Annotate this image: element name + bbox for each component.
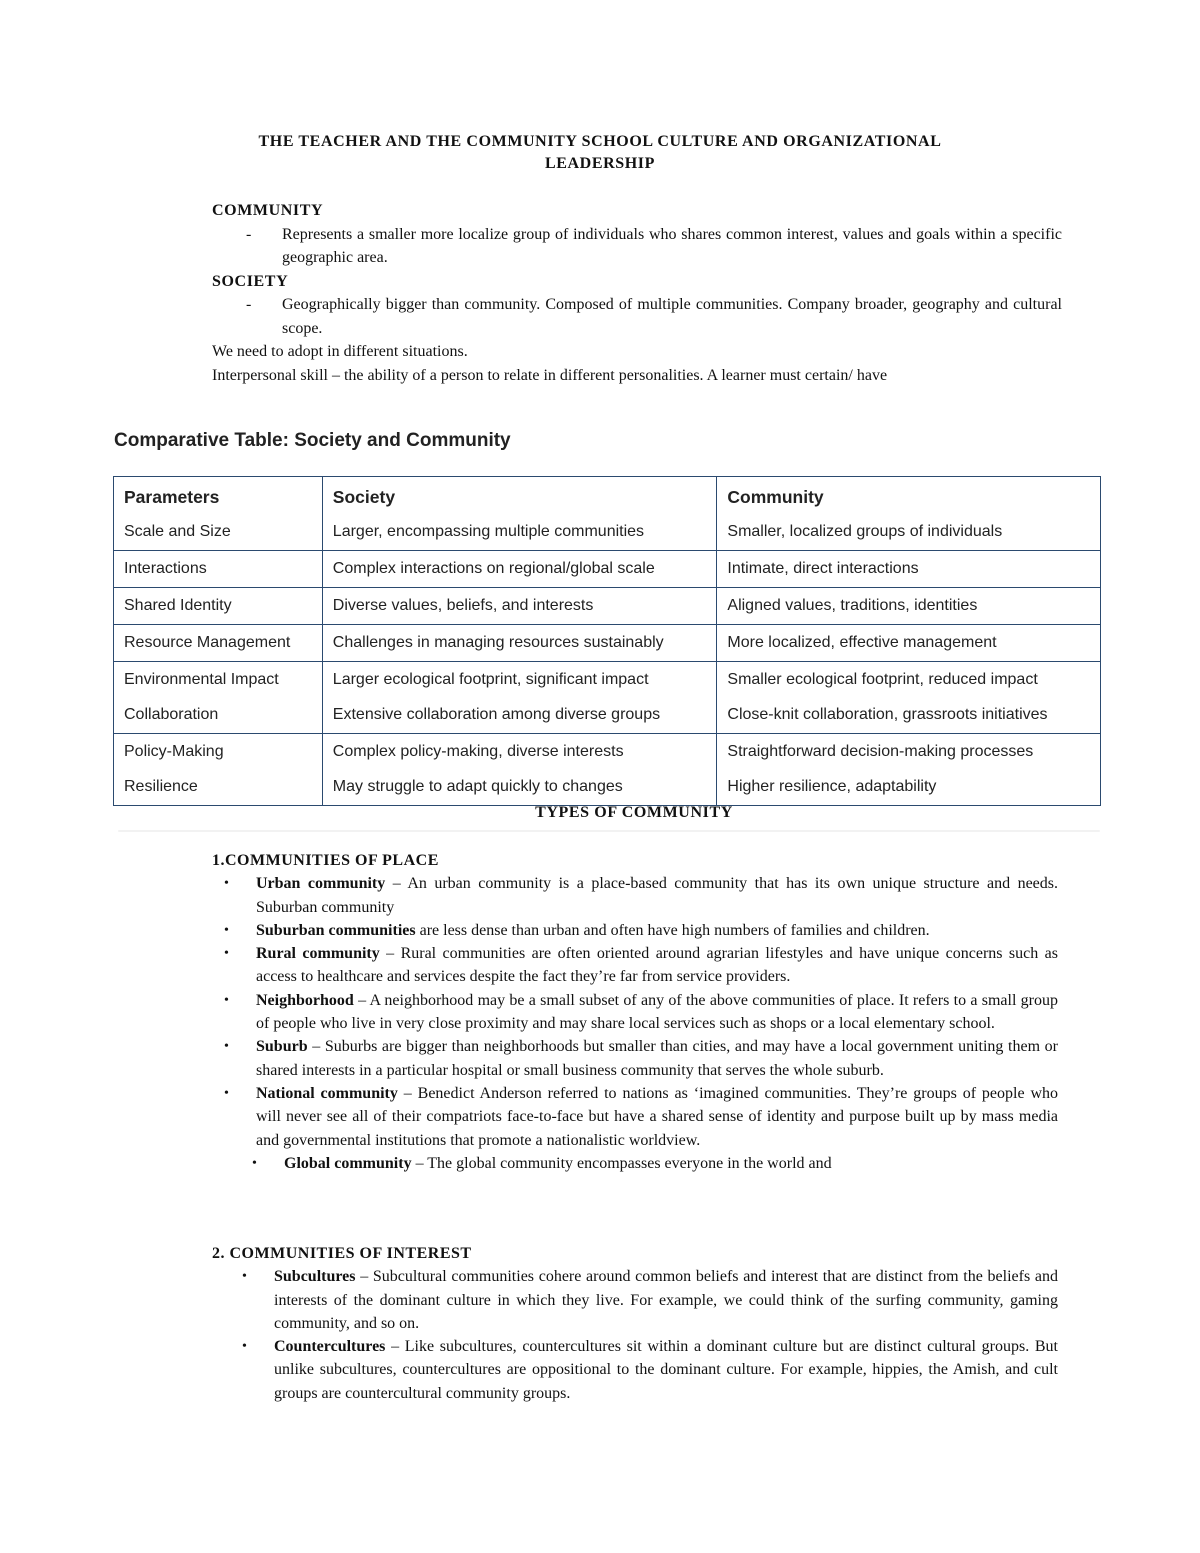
table-cell: Environmental Impact (114, 662, 323, 698)
table-cell: Extensive collaboration among diverse groups (322, 697, 717, 734)
table-row (114, 588, 1101, 625)
interpersonal-line: Interpersonal skill – the ability of a person to relate in different personalities. A learner must certain/ have (212, 366, 888, 384)
table-cell: More localized, effective management (717, 625, 1101, 662)
society-definition (212, 293, 1062, 340)
bullet-marker: • (224, 992, 229, 1008)
definitions-section (212, 199, 1062, 387)
header-cell: Parameters (114, 477, 323, 515)
table-row (114, 697, 1101, 734)
dash-marker: - (246, 296, 252, 313)
table-cell: Diverse values, beliefs, and interests (322, 588, 717, 625)
list-item-term: Suburb (256, 1038, 308, 1056)
list-item (212, 989, 1058, 1036)
list-item-term: Subcultures (274, 1268, 356, 1286)
table-cell: Aligned values, traditions, identities (717, 588, 1101, 625)
table-row (114, 734, 1101, 770)
list-item (212, 919, 1058, 942)
table-cell: Complex interactions on regional/global scale (322, 551, 717, 588)
table-cell: Collaboration (114, 697, 323, 734)
list-item-text: – The global community encompasses everyone in the world and (411, 1154, 832, 1172)
communities-of-place-section (212, 849, 1058, 1175)
dash-marker: - (246, 225, 252, 243)
list-item-text: – Like subcultures, countercultures sit within a dominant culture but are distinct cultural groups. But unlike subcultures, countercultures are oppositional to the dominant culture. For example, hippies, the Amish, and cult groups are countercultural community groups. (274, 1338, 1058, 1402)
header-cell: Community (717, 477, 1101, 515)
table-cell: Challenges in managing resources sustainably (322, 625, 717, 662)
list-item (212, 1152, 1058, 1175)
list-item-term: Global community (284, 1154, 412, 1172)
community-definition-text: Represents a smaller more localize group of individuals who shares common interest, values and goals within a specific geographic area. (282, 225, 1062, 266)
table-cell: Resilience (114, 769, 323, 806)
table-cell: Smaller ecological footprint, reduced impact (717, 662, 1101, 698)
bullet-marker: • (224, 922, 229, 938)
list-item-term: Countercultures (274, 1338, 386, 1356)
divider (118, 830, 1100, 832)
list-item (212, 1035, 1058, 1082)
types-of-community-title: TYPES OF COMMUNITY (535, 804, 733, 821)
table-title: Comparative Table: Society and Community (114, 430, 511, 451)
bullet-list (212, 872, 1058, 1175)
bullet-marker: • (242, 1269, 247, 1285)
section-heading: 2. COMMUNITIES OF INTEREST (212, 1245, 472, 1262)
list-item-text: – Subcultural communities cohere around common beliefs and interest that are distinct from the beliefs and interests of the dominant culture in which they live. For example, we could think of the surfing community, gaming community, and so on. (274, 1268, 1058, 1332)
table-cell: Smaller, localized groups of individuals (717, 514, 1101, 551)
table-row (114, 625, 1101, 662)
list-item (212, 872, 1058, 919)
list-item-text: – A neighborhood may be a small subset of any of the above communities of place. It refers to a small group of people who live in very close proximity and may share local services such as shops or a local elementary school. (256, 991, 1058, 1033)
table-row (114, 551, 1101, 588)
society-definition-text: Geographically bigger than community. Composed of multiple communities. Company broader, geography and cultural scope. (282, 296, 1062, 337)
table-cell: Higher resilience, adaptability (717, 769, 1101, 806)
list-item-text: are less dense than urban and often have high numbers of families and children. (415, 921, 930, 939)
bullet-list (212, 1265, 1058, 1405)
bullet-marker: • (224, 876, 229, 892)
section-heading: 1.COMMUNITIES OF PLACE (212, 852, 439, 869)
list-item-term: Suburban communities (256, 921, 416, 939)
community-term: COMMUNITY (212, 202, 324, 219)
header-cell: Society (322, 477, 717, 515)
list-item (212, 1265, 1058, 1335)
table-row (114, 514, 1101, 551)
table-cell: Close-knit collaboration, grassroots initiatives (717, 697, 1101, 734)
bullet-marker: • (252, 1155, 257, 1171)
table-cell: Straightforward decision-making processes (717, 734, 1101, 770)
communities-of-interest-section (212, 1242, 1058, 1405)
table-row (114, 769, 1101, 806)
society-term: SOCIETY (212, 272, 289, 290)
table-cell: Larger ecological footprint, significant impact (322, 662, 717, 698)
title-line-2: LEADERSHIP (544, 155, 656, 172)
list-item-term: Rural community (256, 945, 380, 963)
list-item (212, 1335, 1058, 1405)
bullet-marker: • (224, 1039, 229, 1055)
document-title (0, 131, 1200, 175)
bullet-marker: • (242, 1339, 247, 1355)
list-item-text: – Rural communities are often oriented around agrarian lifestyles and have unique concerns such as access to healthcare and services despite the fact they’re far from service providers. (256, 945, 1059, 986)
list-item (212, 1082, 1058, 1152)
table-cell: Scale and Size (114, 514, 323, 551)
list-item-text: – Benedict Anderson referred to nations as ‘imagined communities. They’re groups of people who will never see all of their compatriots face-to-face but have a shared sense of identity and purpose built up by mass media and governmental institutions that promote a nationalistic worldview. (256, 1084, 1059, 1149)
table-cell: Resource Management (114, 625, 323, 662)
title-line-1: THE TEACHER AND THE COMMUNITY SCHOOL CULTURE AND ORGANIZATIONAL (258, 133, 942, 150)
adapt-line: We need to adopt in different situations. (212, 343, 468, 360)
list-item-text: – Suburbs are bigger than neighborhoods but smaller than cities, and may have a local government uniting them or shared interests in a particular hospital or small business community that serves the whole suburb. (256, 1038, 1058, 1079)
list-item-text: – An urban community is a place-based community that has its own unique structure and needs. Suburban community (256, 875, 1059, 916)
bullet-marker: • (224, 1085, 229, 1101)
table-cell: Interactions (114, 551, 323, 588)
table-cell: Complex policy-making, diverse interests (322, 734, 717, 770)
community-definition (212, 223, 1062, 270)
table-cell: Policy-Making (114, 734, 323, 770)
table-cell: Intimate, direct interactions (717, 551, 1101, 588)
list-item-term: Neighborhood (256, 991, 354, 1009)
list-item-term: Urban community (256, 875, 386, 893)
list-item (212, 942, 1058, 989)
table-row (114, 662, 1101, 698)
table-cell: Larger, encompassing multiple communities (322, 514, 717, 551)
list-item-term: National community (256, 1084, 398, 1102)
bullet-marker: • (224, 946, 229, 962)
table-header-row (114, 477, 1101, 515)
table-cell: May struggle to adapt quickly to changes (322, 769, 717, 806)
table-cell: Shared Identity (114, 588, 323, 625)
comparative-table (113, 476, 1101, 806)
